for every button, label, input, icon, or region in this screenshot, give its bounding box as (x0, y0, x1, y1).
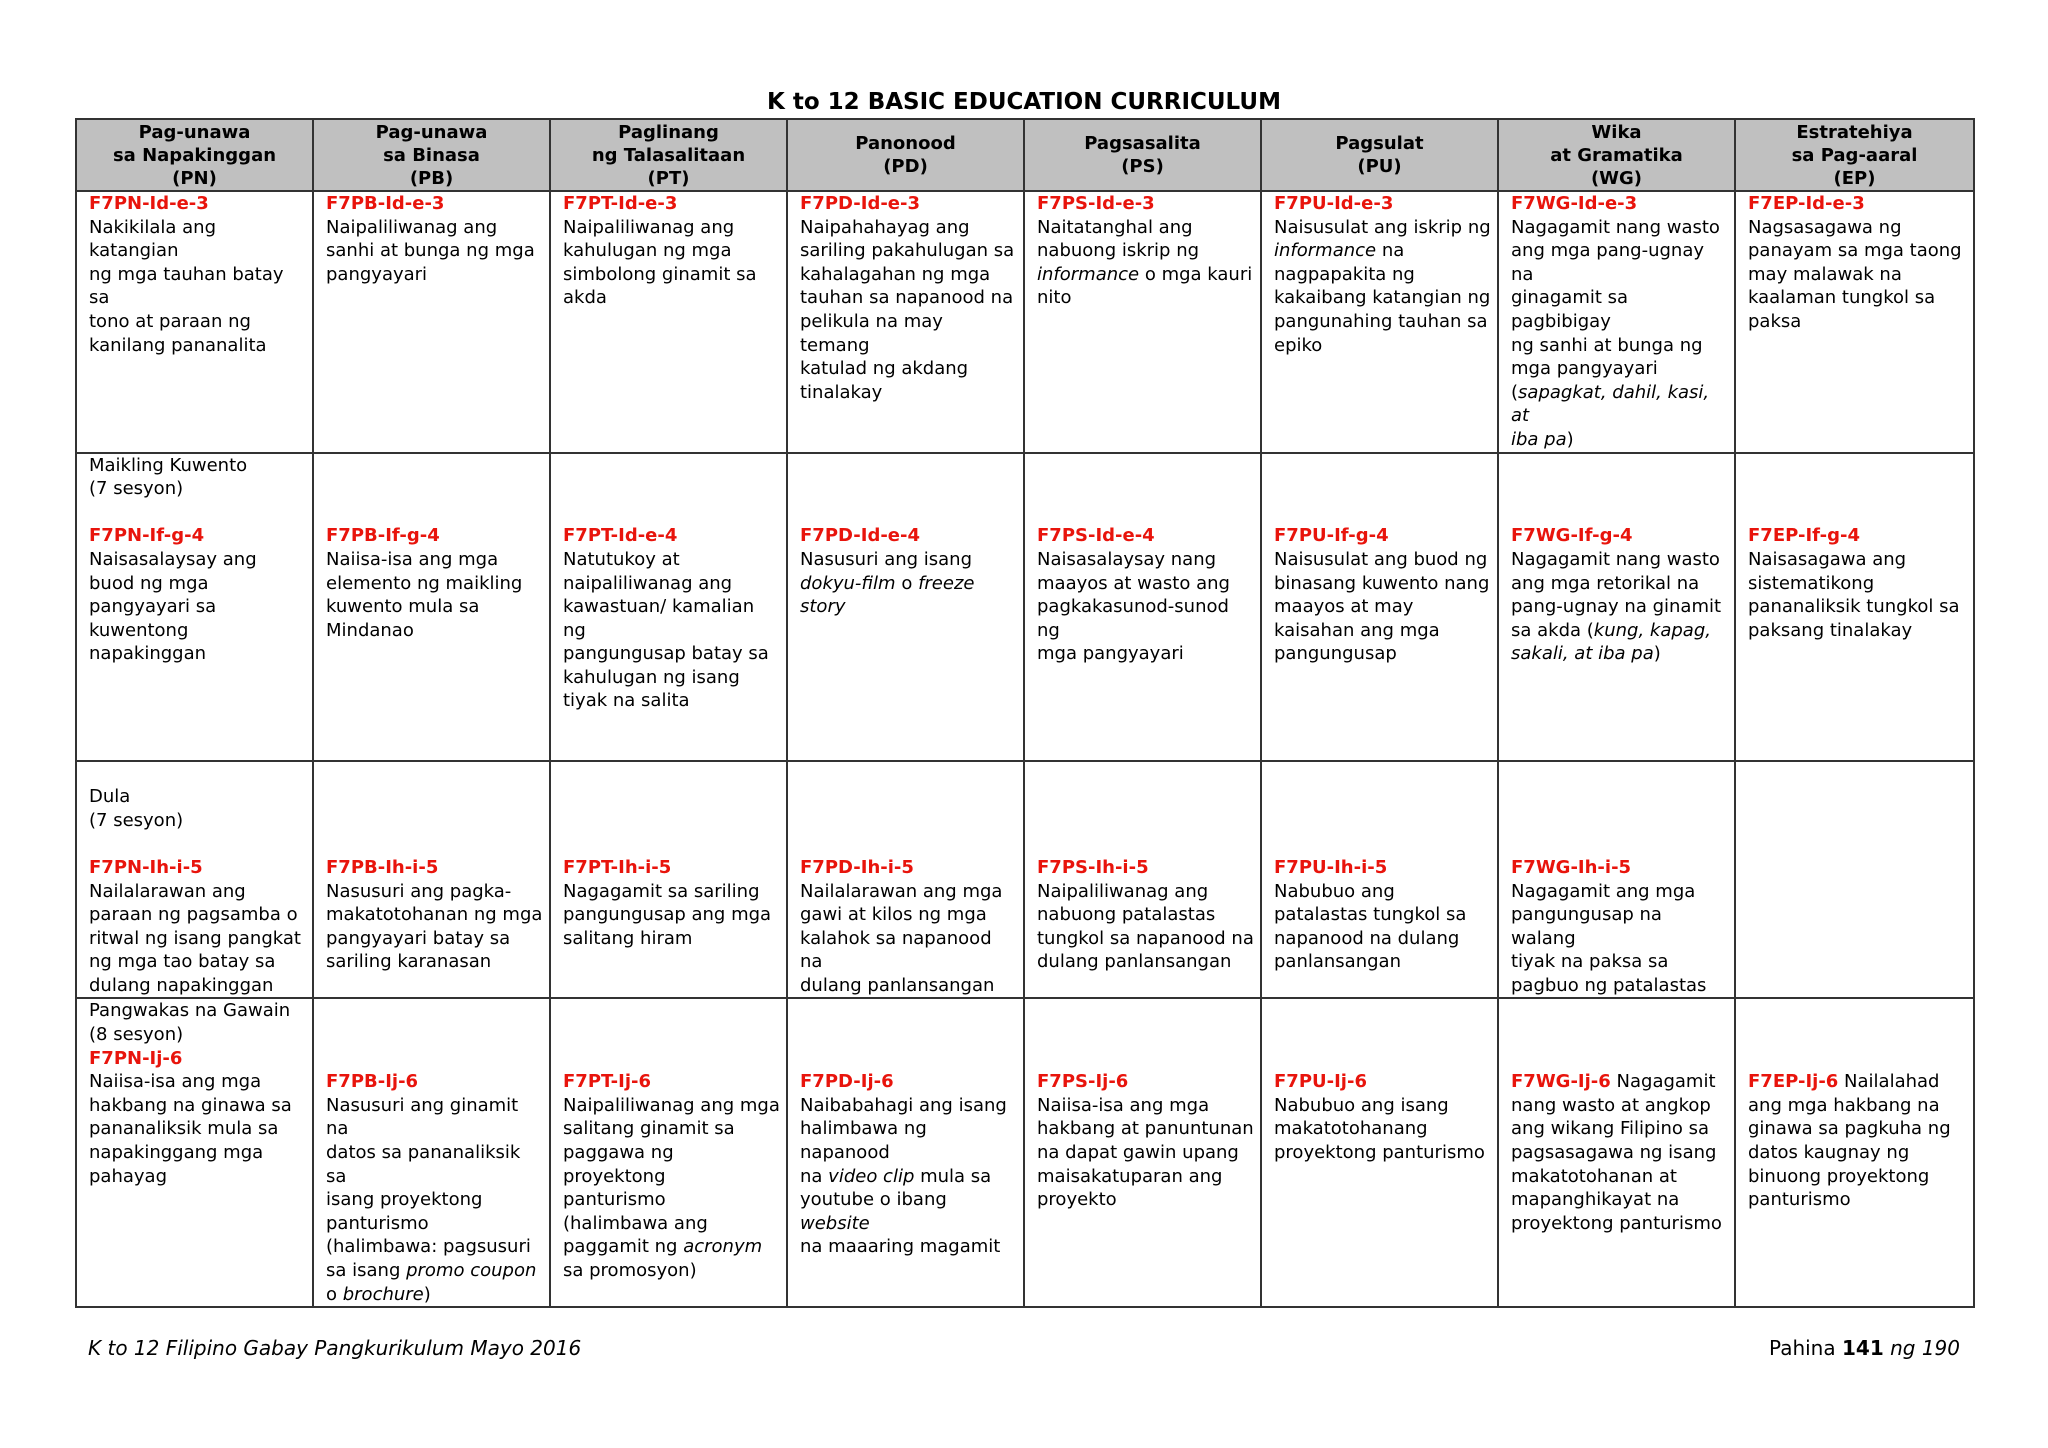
table-cell: F7PU-If-g-4 Naisusulat ang buod ng binasang kuwento nang maayos at may kaisahan ang mga pangungusap (1261, 453, 1498, 761)
competency-code: F7PT-Id-e-3 (563, 193, 678, 214)
competency-code: F7EP-Id-e-3 (1748, 193, 1865, 214)
competency-code: F7PN-Ij-6 (89, 1047, 183, 1069)
table-cell: F7PT-Ih-i-5 Nagagamit sa sariling pangungusap ang mga salitang hiram (550, 761, 787, 999)
table-cell: Dula (7 sesyon) F7PN-Ih-i-5 Nailalarawan ang paraan ng pagsamba o ritwal ng isang pangkat ng mga tao batay sa dulang napakinggan (76, 761, 313, 999)
competency-code: F7PS-Id-e-4 (1037, 525, 1155, 547)
competency-code: F7PT-Ij-6 (563, 1071, 651, 1093)
column-header-wg: Wika at Gramatika (WG) (1498, 119, 1735, 191)
table-row (76, 998, 1974, 1307)
competency-code: F7PU-If-g-4 (1274, 525, 1389, 547)
table-row (76, 761, 1974, 999)
table-cell: F7PU-Id-e-3 Naisusulat ang iskrip ng informance na nagpapakita ng kakaibang katangian ng pangunahing tauhan sa epiko (1261, 191, 1498, 453)
table-row (76, 191, 1974, 453)
table-cell: F7PD-Id-e-3 Naipahahayag ang sariling pakahulugan sa kahalagahan ng mga tauhan sa napanood na pelikula na may temang katulad ng akdang tinalakay (787, 191, 1024, 453)
competency-code: F7PS-Id-e-3 (1037, 193, 1155, 214)
table-cell: F7PU-Ih-i-5 Nabubuo ang patalastas tungkol sa napanood na dulang panlansangan (1261, 761, 1498, 999)
competency-code: F7PS-Ij-6 (1037, 1071, 1129, 1093)
table-cell: F7WG-Id-e-3 Nagagamit nang wasto ang mga pang-ugnay na ginagamit sa pagbibigay ng sanhi at bunga ng mga pangyayari (sapagkat, dahil, kasi, at iba pa) (1498, 191, 1735, 453)
competency-code: F7PN-If-g-4 (89, 525, 205, 547)
table-cell: F7PS-Ih-i-5 Naipaliliwanag ang nabuong patalastas tungkol sa napanood na dulang panlansangan (1024, 761, 1261, 999)
column-header-pt: Paglinang ng Talasalitaan (PT) (550, 119, 787, 191)
competency-code: F7WG-Ij-6 (1511, 1071, 1611, 1093)
competency-code: F7PB-If-g-4 (326, 525, 440, 547)
competency-code: F7WG-If-g-4 (1511, 525, 1633, 547)
competency-code: F7WG-Ih-i-5 (1511, 856, 1632, 878)
document-title: K to 12 BASIC EDUCATION CURRICULUM (767, 89, 1281, 115)
header-row (76, 119, 1974, 191)
table-cell: F7PT-Id-e-4 Natutukoy at naipaliliwanag ang kawastuan/ kamalian ng pangungusap batay sa kahulugan ng isang tiyak na salita (550, 453, 787, 761)
table-cell: F7EP-Id-e-3 Nagsasagawa ng panayam sa mga taong may malawak na kaalaman tungkol sa paksa (1735, 191, 1974, 453)
competency-code: F7PT-Ih-i-5 (563, 856, 672, 878)
lesson-label: Dula (89, 786, 131, 808)
footer-page-number: Pahina 141 ng 190 (1769, 1336, 1960, 1360)
competency-code: F7WG-Id-e-3 (1511, 193, 1638, 214)
competency-code: F7PB-Ij-6 (326, 1071, 419, 1093)
footer-document-name: K to 12 Filipino Gabay Pangkurikulum Mayo 2016 (88, 1336, 582, 1360)
competency-code: F7PU-Ih-i-5 (1274, 856, 1388, 878)
lesson-label: Pangwakas na Gawain (89, 1000, 291, 1022)
table-cell: Maikling Kuwento (7 sesyon) F7PN-If-g-4 Naisasalaysay ang buod ng mga pangyayari sa kuwentong napakinggan (76, 453, 313, 761)
table-cell: F7WG-If-g-4 Nagagamit nang wasto ang mga retorikal na pang-ugnay na ginamit sa akda (kung, kapag, sakali, at iba pa) (1498, 453, 1735, 761)
table-cell: F7WG-Ij-6 Nagagamit nang wasto at angkop ang wikang Filipino sa pagsasagawa ng isang makatotohanan at mapanghikayat na proyektong panturismo (1498, 998, 1735, 1307)
table-cell: F7PS-Id-e-3 Naitatanghal ang nabuong iskrip ng informance o mga kauri nito (1024, 191, 1261, 453)
column-header-ps: Pagsasalita (PS) (1024, 119, 1261, 191)
table-cell: F7WG-Ih-i-5 Nagagamit ang mga pangungusap na walang tiyak na paksa sa pagbuo ng patalastas (1498, 761, 1735, 999)
table-cell: F7PD-Ij-6 Naibabahagi ang isang halimbawa ng napanood na video clip mula sa youtube o ibang website na maaaring magamit (787, 998, 1024, 1307)
competency-code: F7PT-Id-e-4 (563, 525, 678, 547)
table-cell: F7PS-Ij-6 Naiisa-isa ang mga hakbang at panuntunan na dapat gawin upang maisakatuparan ang proyekto (1024, 998, 1261, 1307)
table-cell: F7EP-If-g-4 Naisasagawa ang sistematikong pananaliksik tungkol sa paksang tinalakay (1735, 453, 1974, 761)
column-header-pn: Pag-unawa sa Napakinggan (PN) (76, 119, 313, 191)
table-cell: F7PS-Id-e-4 Naisasalaysay nang maayos at wasto ang pagkakasunod-sunod ng mga pangyayari (1024, 453, 1261, 761)
competency-code: F7PB-Ih-i-5 (326, 856, 439, 878)
competency-code: F7PN-Id-e-3 (89, 193, 209, 214)
table-row (76, 453, 1974, 761)
competency-code: F7PD-Id-e-3 (800, 193, 921, 214)
competency-code: F7EP-Ij-6 (1748, 1071, 1839, 1093)
competency-code: F7EP-If-g-4 (1748, 525, 1861, 547)
curriculum-table (75, 118, 1975, 1308)
competency-code: F7PB-Id-e-3 (326, 193, 445, 214)
table-cell: F7PB-Id-e-3 Naipaliliwanag ang sanhi at bunga ng mga pangyayari (313, 191, 550, 453)
table-cell: F7PB-If-g-4 Naiisa-isa ang mga elemento ng maikling kuwento mula sa Mindanao (313, 453, 550, 761)
competency-code: F7PD-Ih-i-5 (800, 856, 914, 878)
table-cell: F7EP-Ij-6 Nailalahad ang mga hakbang na ginawa sa pagkuha ng datos kaugnay ng binuong proyektong panturismo (1735, 998, 1974, 1307)
table-cell: F7PB-Ij-6 Nasusuri ang ginamit na datos sa pananaliksik sa isang proyektong panturismo (halimbawa: pagsusuri sa isang promo coupon o brochure) (313, 998, 550, 1307)
table-cell: F7PT-Id-e-3 Naipaliliwanag ang kahulugan ng mga simbolong ginamit sa akda (550, 191, 787, 453)
table-cell: Pangwakas na Gawain (8 sesyon) F7PN-Ij-6 Naiisa-isa ang mga hakbang na ginawa sa pananaliksik mula sa napakinggang mga pahayag (76, 998, 313, 1307)
competency-code: F7PU-Id-e-3 (1274, 193, 1394, 214)
column-header-pu: Pagsulat (PU) (1261, 119, 1498, 191)
competency-code: F7PD-Id-e-4 (800, 525, 921, 547)
table-cell: F7PT-Ij-6 Naipaliliwanag ang mga salitang ginamit sa paggawa ng proyektong panturismo (halimbawa ang paggamit ng acronym sa promosyon) (550, 998, 787, 1307)
table-cell: F7PN-Id-e-3 Nakikilala ang katangian ng mga tauhan batay sa tono at paraan ng kanilang pananalita (76, 191, 313, 453)
table-cell: F7PU-Ij-6 Nabubuo ang isang makatotohanang proyektong panturismo (1261, 998, 1498, 1307)
competency-code: F7PS-Ih-i-5 (1037, 856, 1149, 878)
competency-code: F7PD-Ij-6 (800, 1071, 894, 1093)
competency-code: F7PU-Ij-6 (1274, 1071, 1367, 1093)
table-cell: F7PB-Ih-i-5 Nasusuri ang pagka- makatotohanan ng mga pangyayari batay sa sariling karanasan (313, 761, 550, 999)
competency-code: F7PN-Ih-i-5 (89, 856, 203, 878)
table-cell: F7PD-Ih-i-5 Nailalarawan ang mga gawi at kilos ng mga kalahok sa napanood na dulang panlansangan (787, 761, 1024, 999)
table-cell: F7PD-Id-e-4 Nasusuri ang isang dokyu-film o freeze story (787, 453, 1024, 761)
column-header-pb: Pag-unawa sa Binasa (PB) (313, 119, 550, 191)
lesson-label: Maikling Kuwento (89, 454, 248, 476)
table-cell-empty (1735, 761, 1974, 999)
column-header-pd: Panonood (PD) (787, 119, 1024, 191)
column-header-ep: Estratehiya sa Pag-aaral (EP) (1735, 119, 1974, 191)
